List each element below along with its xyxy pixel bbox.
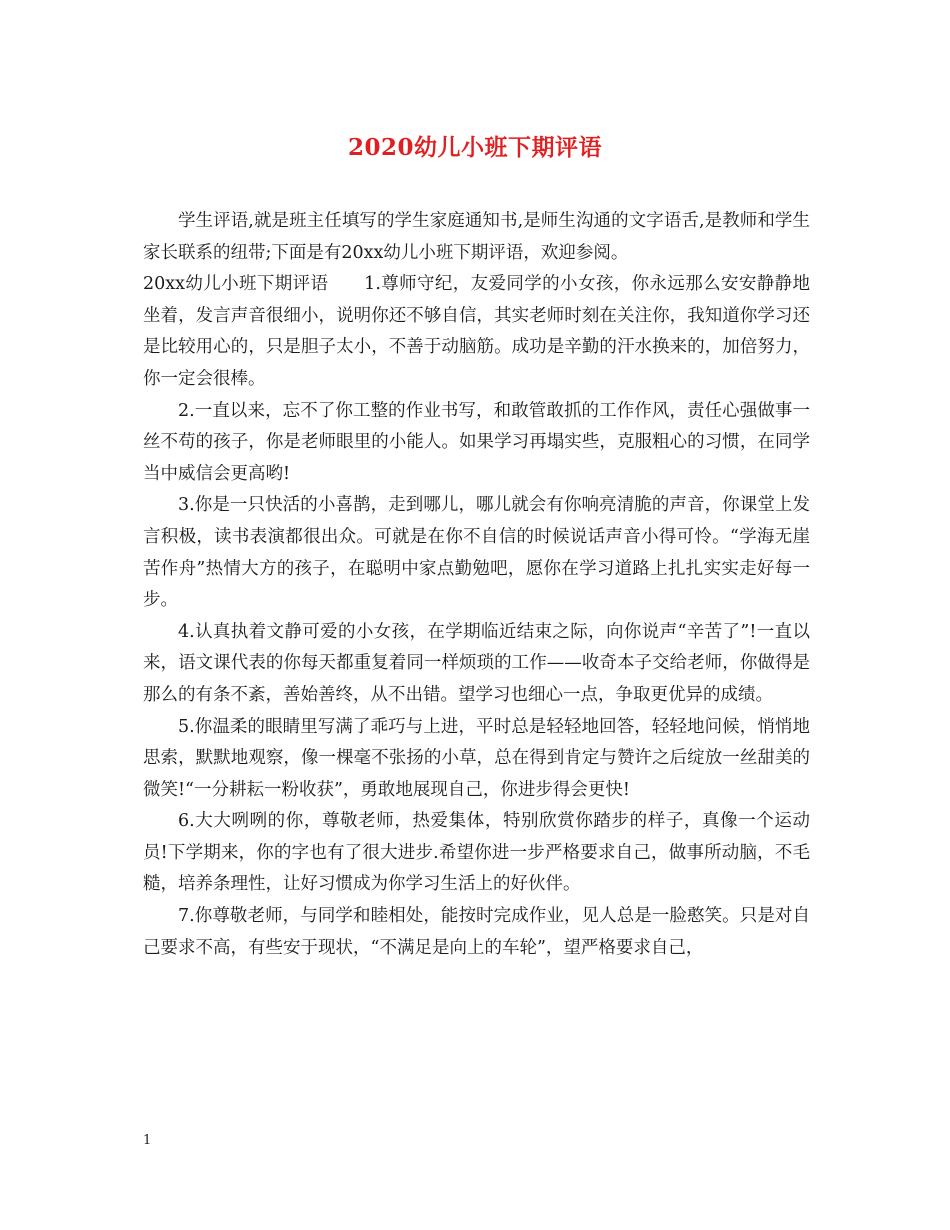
comment-paragraph-7: 7.你尊敬老师，与同学和睦相处，能按时完成作业，见人总是一脸憨笑。只是对自己要求不高，有些安于现状，“不满足是向上的车轮”，望严格要求自己， [143,906,810,958]
comment-paragraph-3: 3.你是一只快活的小喜鹊，走到哪儿，哪儿就会有你响亮清脆的声音，你课堂上发言积极，读书表演都很出众。可就是在你不自信的时候说话声音小得可怜。“学海无崖苦作舟”热情大方的孩子，在聪明中家点勤勉吧，愿你在学习道路上扎扎实实走好每一步。 [143,495,810,611]
comment-paragraph-6: 6.大大咧咧的你，尊敬老师，热爱集体，特别欣赏你踏步的样子，真像一个运动员!下学期来，你的字也有了很大进步.希望你进一步严格要求自己，做事所动脑，不毛糙，培养条理性，让好习惯成为你学习生活上的好伙伴。 [143,811,810,895]
comment-paragraph-2: 2.一直以来，忘不了你工整的作业书写，和敢管敢抓的工作作风，责任心强做事一丝不苟的孩子，你是老师眼里的小能人。如果学习再塌实些，克服粗心的习惯，在同学当中威信会更高哟! [143,400,810,484]
page-number: 1 [143,1133,152,1148]
page-title: 2020幼儿小班下期评语 [347,134,602,161]
comment-paragraph-5: 5.你温柔的眼睛里写满了乖巧与上进，平时总是轻轻地回答，轻轻地问候，悄悄地思索，默默地观察，像一棵毫不张扬的小草，总在得到肯定与赞许之后绽放一丝甜美的微笑!“一分耕耘一粉收获”，勇敢地展现自己，你进步得会更快! [143,716,810,800]
comment-paragraph-4: 4.认真执着文静可爱的小女孩，在学期临近结束之际，向你说声“辛苦了”!一直以来，语文课代表的你每天都重复着同一样烦琐的工作——收奇本子交给老师，你做得是那么的有条不紊，善始善终，从不出错。望学习也细心一点，争取更优异的成绩。 [143,621,810,705]
document-body [143,206,810,964]
intro-paragraph: 学生评语,就是班主任填写的学生家庭通知书,是师生沟通的文字语舌,是教师和学生家长联系的纽带;下面是有20xx幼儿小班下期评语，欢迎参阅。 [143,211,810,263]
comment-paragraph-1: 20xx幼儿小班下期评语 1.尊师守纪，友爱同学的小女孩，你永远那么安安静静地坐着，发言声音很细小，说明你还不够自信，其实老师时刻在关注你，我知道你学习还是比较用心的，只是胆子太小，不善于动脑筋。成功是辛勤的汗水换来的，加倍努力，你一定会很棒。 [143,274,810,389]
